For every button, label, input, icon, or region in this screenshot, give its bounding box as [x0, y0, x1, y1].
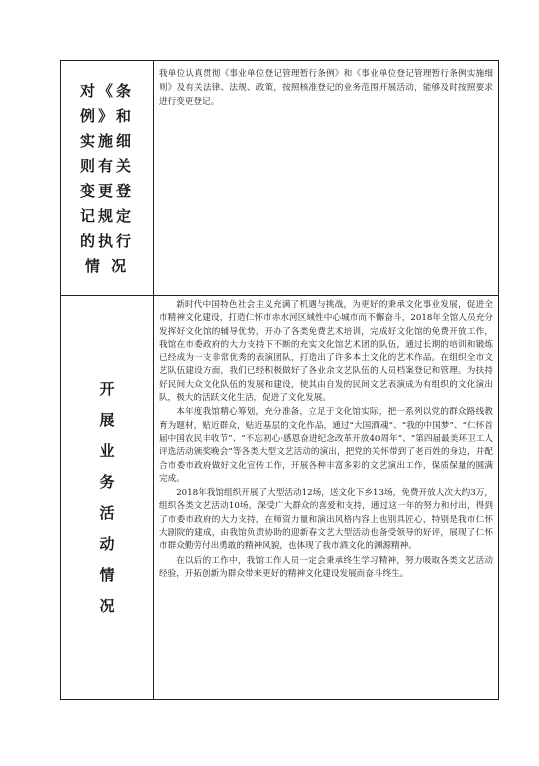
label-char: 情	[99, 565, 115, 584]
label-char: 活	[99, 503, 115, 522]
label-line: 情 况	[84, 256, 130, 275]
paragraph: 2018年我馆组织开展了大型活动12场，送文化下乡13场，免费开放人次大约3万，组织各类文艺活动10场，深受广大群众的喜爱和支持，通过这一年的努力和付出，得到了市委市政府的大力支持，在师资力量和演出风格内容上也别具匠心，特别是我市仁怀大剧院的建成，由我馆负责协助的迎新春文艺大型活动也备受领导的好评，展现了仁怀市群众勤劳付出勇敢的精神风貌，也体现了我市酒文化的渊源精神。	[159, 488, 493, 552]
label-line: 例》和	[79, 106, 134, 125]
label-line: 的执行	[79, 231, 134, 250]
paragraph: 在以后的工作中，我馆工作人员一定会秉承终生学习精神，努力吸取各类文艺活动经验，开拓创新为群众带来更好的精神文化建设发展而奋斗终生。	[159, 555, 493, 579]
regulation-compliance-text: 我单位认真贯彻《事业单位登记管理暂行条例》和《事业单位登记管理暂行条例实施细则》及有关法律、法规、政策，按照核准登记的业务范围开展活动，能够及时按照要求进行变更登记。	[159, 69, 493, 107]
label-char: 况	[99, 596, 115, 615]
row-label-regulation-compliance	[61, 61, 153, 296]
paragraph: 本年度我馆精心筹划，充分准备，立足于文化馆实际，把一系列以党的群众路线教育为题材，贴近群众，贴近基层的文化作品，通过“大国酒魂”、“我的中国梦”、“仁怀首届中国农民丰收节”、“不忘初心·感恩奋进纪念改革开放40周年”、“第四届最美环卫工人评选活动颁奖晚会”等各类大型文艺活动的演出，把党的关怀带到了老百姓的身边，并配合市委市政府做好文化宣传工作，开展各种丰富多彩的文艺演出工作，保质保量的圆满完成。	[159, 407, 493, 484]
table-row-regulation-compliance	[61, 61, 498, 296]
row-label-business-activities	[61, 296, 153, 699]
label-line: 变更登	[79, 181, 134, 200]
column-divider	[153, 296, 154, 699]
business-activities-text	[159, 299, 493, 582]
label-line: 对《条	[79, 81, 134, 100]
label-char: 展	[99, 410, 115, 429]
label-line: 实施细	[79, 131, 134, 150]
column-divider	[153, 61, 154, 295]
label-line: 则有关	[79, 156, 134, 175]
label-char: 业	[99, 441, 115, 460]
label-char: 务	[99, 472, 115, 491]
table-row-business-activities	[61, 296, 498, 699]
label-char: 开	[99, 379, 115, 398]
label-char: 动	[99, 534, 115, 553]
paragraph: 新时代中国特色社会主义充满了机遇与挑战，为更好的秉承文化事业发展，促进全市精神文化建设，打造仁怀市赤水河区域性中心城市而不懈奋斗，2018年全馆人员充分发挥好文化馆的辅导优势，开办了各类免费艺术培训，完成好文化馆的免费开放工作，我馆在市委政府的大力支持下不断的充实文化馆艺术团的队伍，通过长期的培训和锻炼已经成为一支非常优秀的表演团队，打造出了许多本土文化的艺术作品。在组织全市文艺队伍建设方面，我们已经积极做好了各业余文艺队伍的人员档案登记和管理。为扶持好民间大众文化队伍的发展和建设，使其由自发的民间文艺表演成为有组织的文化演出队，极大的活跃文化生活，促进了文化发展。	[159, 300, 493, 404]
report-table	[60, 60, 499, 700]
label-line: 记规定	[79, 206, 134, 225]
